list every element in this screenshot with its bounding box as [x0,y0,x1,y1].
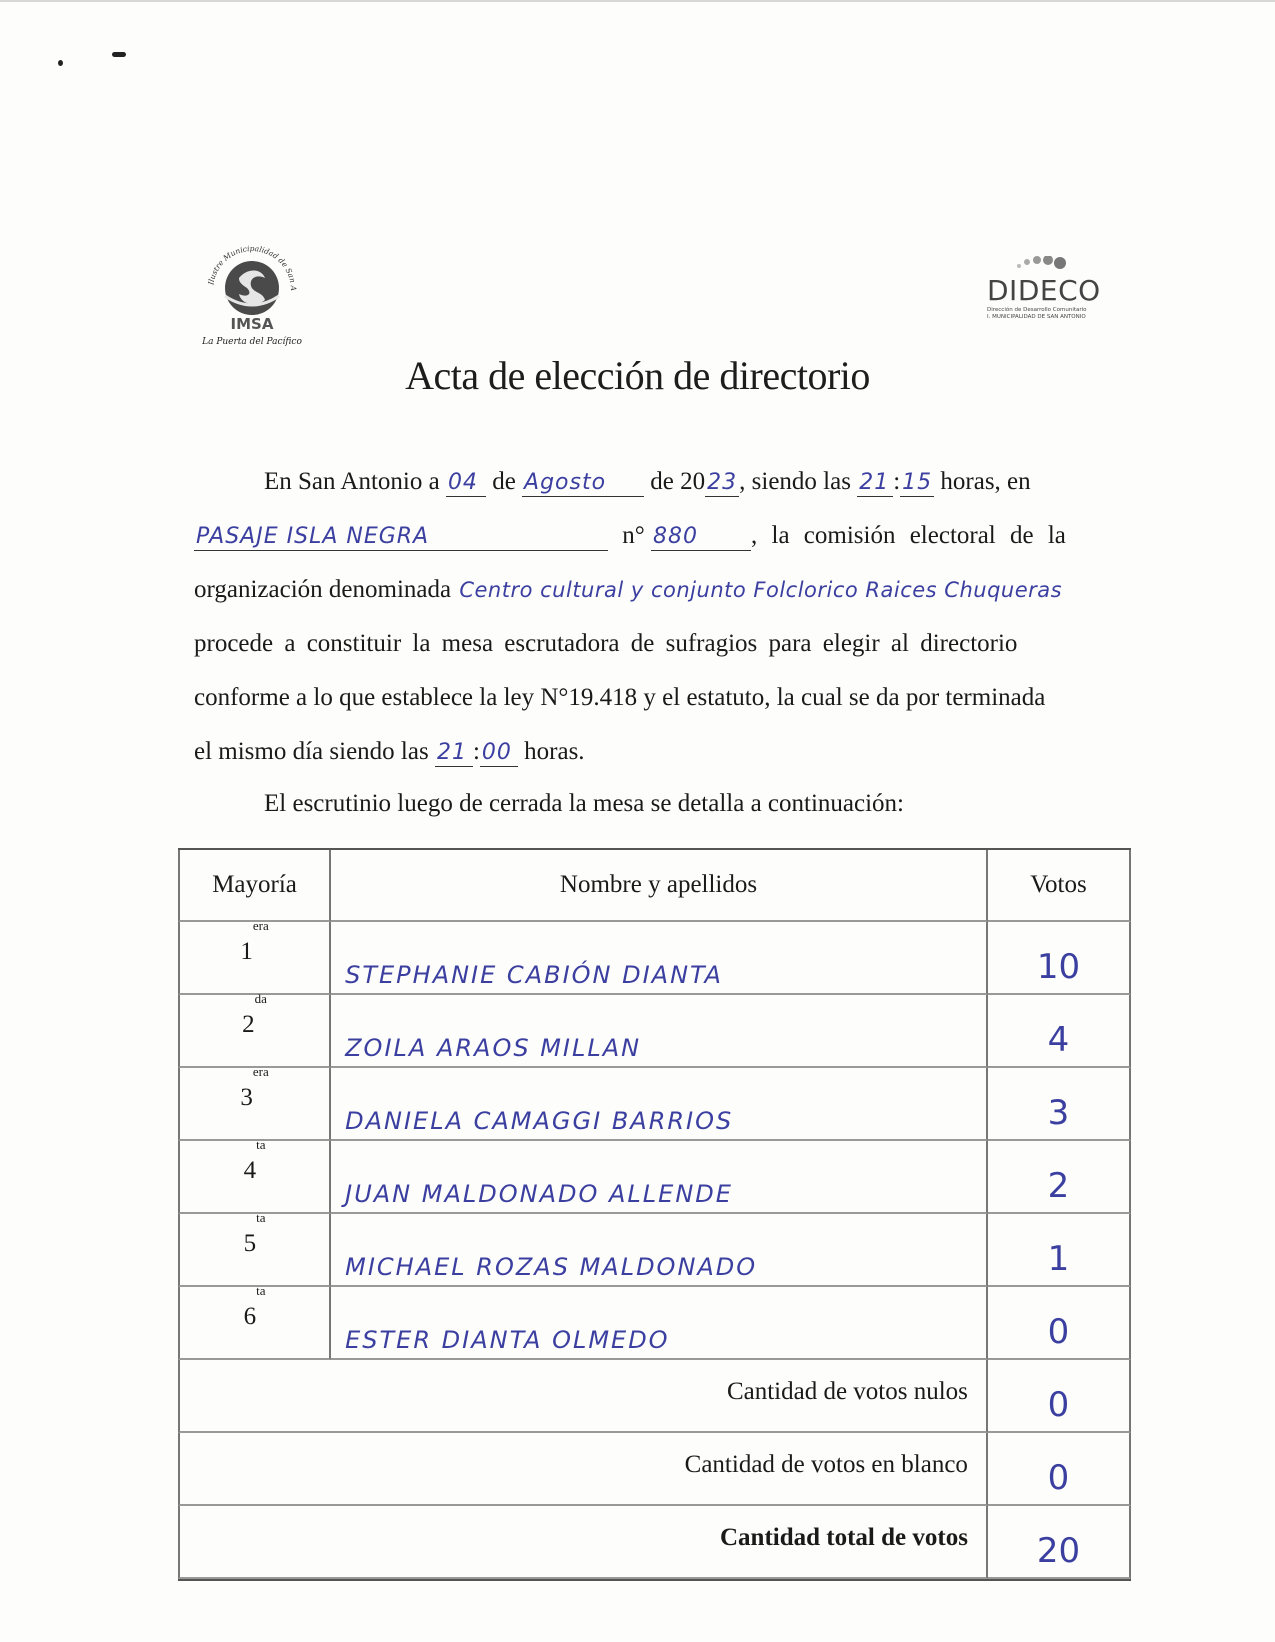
null-votes-value: 0 [1047,1385,1070,1425]
header-name: Nombre y apellidos [331,850,988,922]
candidate-votes: 1 [1047,1239,1070,1279]
form-line-2 [194,509,1066,563]
text-fragment: , la comisión electoral de la [751,522,1066,549]
votes-cell[interactable] [988,995,1131,1068]
text-fragment: de [492,468,516,495]
page-title: Acta de elección de directorio [405,353,870,398]
null-votes-cell[interactable] [988,1360,1131,1433]
total-votes-value: 20 [1036,1531,1081,1571]
rank-suffix: ta [256,1283,266,1298]
votes-cell[interactable] [988,1068,1131,1141]
blank-votes-cell[interactable] [988,1433,1131,1506]
rank-number: 3 [240,1084,253,1111]
name-cell[interactable] [331,922,988,995]
votes-cell[interactable] [988,922,1131,995]
candidate-votes: 0 [1047,1312,1070,1352]
candidate-name: JUAN MALDONADO ALLENDE [345,1180,733,1208]
candidate-votes: 3 [1047,1093,1070,1133]
imsa-slogan: La Puerta del Pacífico [202,337,302,347]
end-hour-field[interactable]: 21 [435,740,473,767]
candidate-votes: 10 [1036,947,1081,987]
text-fragment: horas, en [940,468,1031,495]
imsa-logo-name: IMSA [230,315,274,333]
table-row [178,1141,1131,1214]
table-row [178,1287,1131,1360]
text-fragment: el mismo día siendo las [194,738,429,765]
start-minute-field[interactable]: 15 [902,470,933,495]
form-line-6 [194,725,585,779]
rank-cell [178,918,331,995]
name-cell[interactable] [331,1214,988,1287]
candidate-name: ESTER DIANTA OLMEDO [345,1326,670,1354]
rank-number: 5 [243,1230,257,1257]
dideco-line1: Dirección de Desarrollo Comunitario [987,307,1087,313]
null-votes-label: Cantidad de votos nulos [726,1378,968,1405]
rank-number: 2 [242,1011,255,1038]
street-field[interactable]: PASAJE ISLA NEGRA [194,524,608,551]
name-cell[interactable] [331,1287,988,1360]
year-field[interactable]: 23 [707,470,738,495]
votes-cell[interactable] [988,1214,1131,1287]
text-fragment: n° [622,522,645,549]
rank-suffix: ta [256,1137,266,1152]
rank-suffix: ta [256,1210,266,1225]
form-line-4: procede a constituir la mesa escrutadora de sufragios para elegir al directorio [194,630,1018,657]
table-row [178,1214,1131,1287]
name-cell[interactable] [331,1141,988,1214]
candidate-name: MICHAEL ROZAS MALDONADO [345,1253,758,1281]
table-row [178,922,1131,995]
rank-number: 1 [240,938,253,965]
table-row [178,995,1131,1068]
dideco-logo-name: DIDECO [987,274,1101,307]
header-rank: Mayoría [178,850,331,922]
text-fragment: , siendo las [739,468,851,495]
votes-cell[interactable] [988,1141,1131,1214]
start-hour-field[interactable]: 21 [857,470,893,497]
rank-suffix: da [254,991,267,1006]
imsa-ring-text: Ilustre Municipalidad de San A [206,243,299,292]
text-fragment: En San Antonio a [264,468,440,495]
rank-cell [178,1283,331,1360]
text-fragment: de 20 [650,468,706,495]
null-votes-label-cell [178,1360,988,1433]
name-cell[interactable] [331,995,988,1068]
text-fragment: : [893,468,901,495]
imsa-logo [195,238,310,348]
scan-speck [58,60,63,66]
total-votes-label: Cantidad total de votos [719,1524,968,1551]
form-line-5: conforme a lo que establece la ley N°19.418 y el estatuto, la cual se da por terminada [194,684,1046,711]
total-votes-cell[interactable] [988,1506,1131,1579]
header-votes: Votos [988,850,1131,922]
scan-speck [112,52,126,57]
rank-cell [178,1210,331,1287]
form-line-3 [194,563,1064,617]
results-table [178,848,1131,1581]
dideco-logo [985,256,1110,336]
scan-edge [0,0,1275,2]
candidate-name: DANIELA CAMAGGI BARRIOS [345,1107,734,1135]
rank-suffix: era [252,918,269,933]
candidate-votes: 2 [1047,1166,1070,1206]
blank-votes-label-cell [178,1433,988,1506]
rank-number: 6 [243,1303,257,1330]
total-votes-row [178,1506,1131,1579]
blank-votes-row [178,1433,1131,1506]
null-votes-row [178,1360,1131,1433]
blank-votes-label: Cantidad de votos en blanco [684,1451,968,1478]
organization-field[interactable]: Centro cultural y conjunto Folclorico Raices Chuqueras [459,578,1063,602]
results-intro: El escrutinio luego de cerrada la mesa se detalla a continuación: [264,790,905,817]
text-fragment: horas. [524,738,585,765]
name-cell[interactable] [331,1068,988,1141]
rank-suffix: era [252,1064,269,1079]
table-header-row [178,850,1131,922]
form-line-1 [264,455,1031,509]
rank-cell [178,1137,331,1214]
table-row [178,1068,1131,1141]
rank-cell [178,991,331,1068]
candidate-name: ZOILA ARAOS MILLAN [345,1034,642,1062]
dideco-line2: I. MUNICIPALIDAD DE SAN ANTONIO [987,314,1086,320]
rank-number: 4 [243,1157,257,1184]
candidate-name: STEPHANIE CABIÓN DIANTA [345,961,723,989]
candidate-votes: 4 [1047,1020,1070,1060]
text-fragment: organización denominada [194,576,452,603]
votes-cell[interactable] [988,1287,1131,1360]
end-minute-field[interactable]: 00 [480,740,518,767]
blank-votes-value: 0 [1047,1458,1070,1498]
street-number-field[interactable]: 880 [651,524,751,551]
rank-cell [178,1064,331,1141]
total-votes-label-cell [178,1506,988,1579]
text-fragment: : [472,738,480,765]
month-field[interactable]: Agosto [522,470,644,497]
day-field[interactable]: 04 [446,470,486,497]
